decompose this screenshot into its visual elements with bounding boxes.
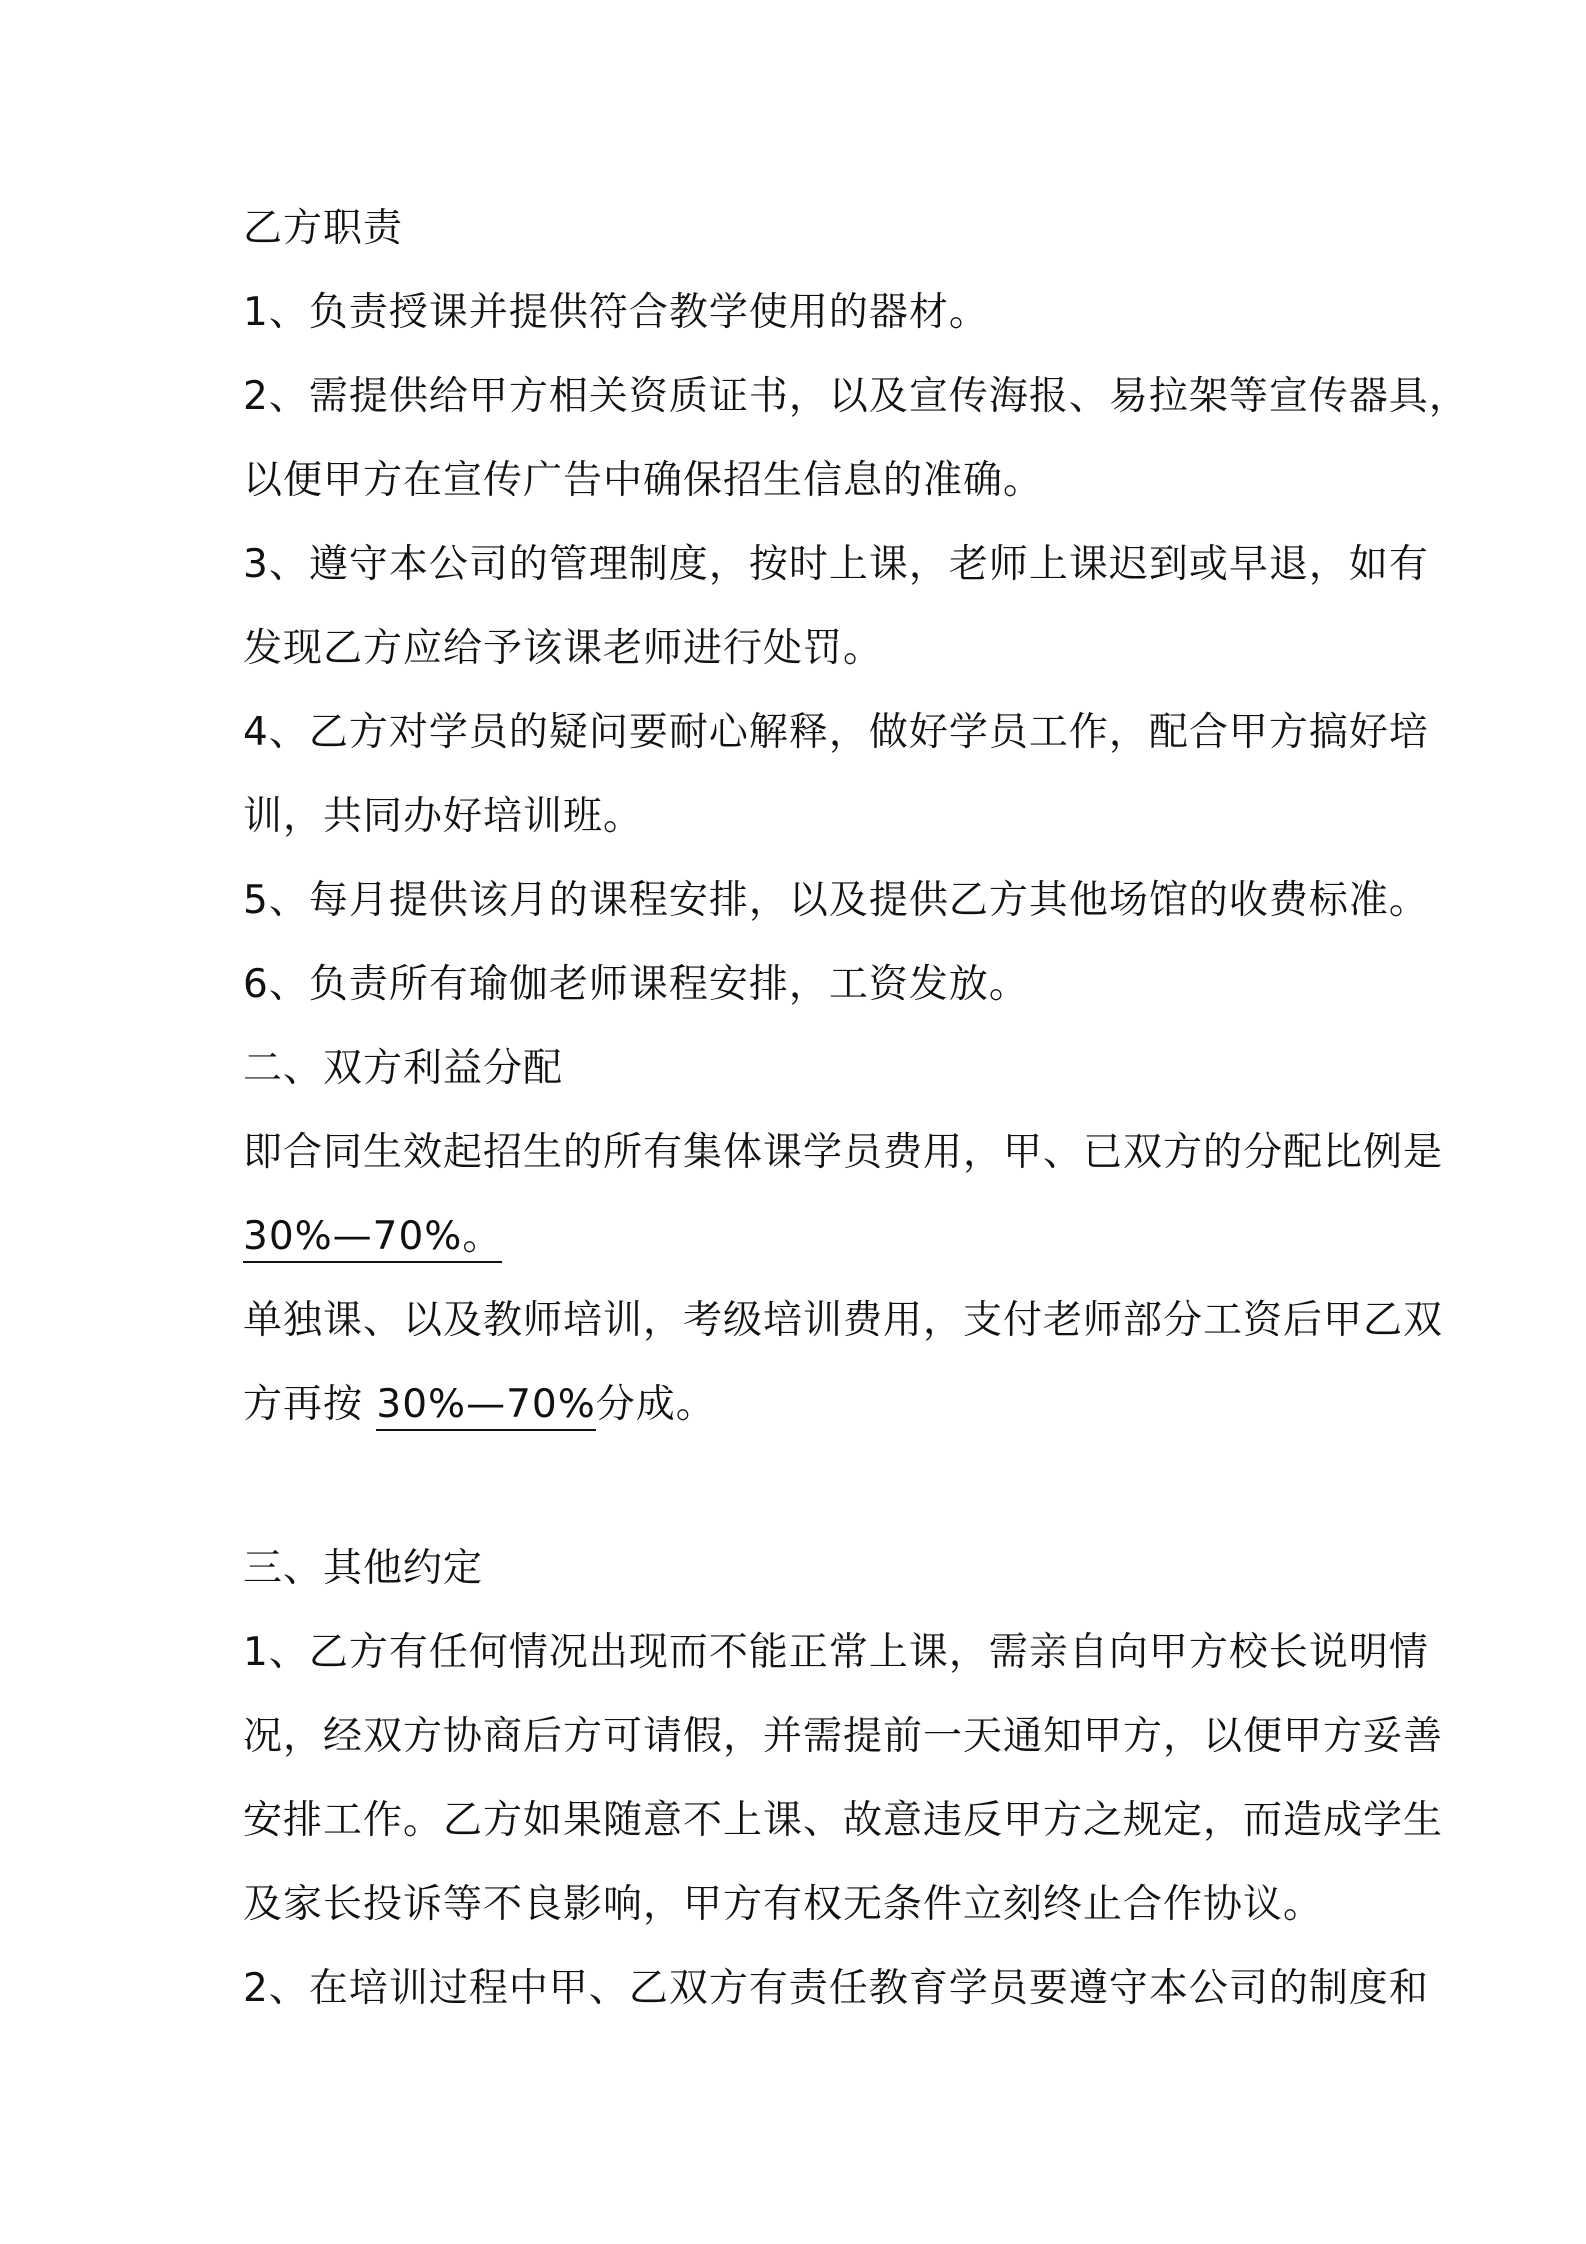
distribution-paragraph-1-line-2 (243, 1211, 502, 1263)
agreement-item-1-line-2: 况，经双方协商后方可请假，并需提前一天通知甲方，以便甲方妥善 (243, 1714, 1444, 1759)
duty-item-4-line-1: 4、乙方对学员的疑问要耐心解释，做好学员工作，配合甲方搞好培 (243, 710, 1429, 755)
section-title-party-b-duties: 乙方职责 (243, 206, 404, 251)
agreement-item-1-line-3: 安排工作。乙方如果随意不上课、故意违反甲方之规定，而造成学生 (243, 1798, 1444, 1843)
distribution-paragraph-2-line-2 (243, 1379, 716, 1431)
duty-item-5: 5、每月提供该月的课程安排，以及提供乙方其他场馆的收费标准。 (243, 878, 1429, 923)
distribution-ratio-individual: 30%—70% (376, 1382, 595, 1431)
duty-item-6: 6、负责所有瑜伽老师课程安排，工资发放。 (243, 962, 1029, 1007)
section-title-other-agreements: 三、其他约定 (243, 1546, 484, 1591)
distribution-p2-prefix: 方再按 (243, 1382, 377, 1427)
duty-item-1: 1、负责授课并提供符合教学使用的器材。 (243, 290, 989, 335)
duty-item-3-line-2: 发现乙方应给予该课老师进行处罚。 (243, 626, 884, 671)
distribution-paragraph-2-line-1: 单独课、以及教师培训，考级培训费用，支付老师部分工资后甲乙双 (243, 1298, 1444, 1343)
agreement-item-1-line-4: 及家长投诉等不良影响，甲方有权无条件立刻终止合作协议。 (243, 1882, 1324, 1927)
agreement-item-1-line-1: 1、乙方有任何情况出现而不能正常上课，需亲自向甲方校长说明情 (243, 1630, 1429, 1675)
duty-item-3-line-1: 3、遵守本公司的管理制度，按时上课，老师上课迟到或早退，如有 (243, 542, 1429, 587)
duty-item-2-line-1: 2、需提供给甲方相关资质证书，以及宣传海报、易拉架等宣传器具， (243, 374, 1469, 419)
agreement-item-2-line-1: 2、在培训过程中甲、乙双方有责任教育学员要遵守本公司的制度和 (243, 1966, 1429, 2011)
duty-item-2-line-2: 以便甲方在宣传广告中确保招生信息的准确。 (243, 458, 1044, 503)
distribution-paragraph-1-line-1: 即合同生效起招生的所有集体课学员费用，甲、已双方的分配比例是 (243, 1130, 1444, 1175)
distribution-p2-suffix: 分成。 (595, 1382, 716, 1427)
duty-item-4-line-2: 训，共同办好培训班。 (243, 794, 644, 839)
distribution-ratio-group: 30%—70%。 (243, 1214, 502, 1263)
section-title-benefit-distribution: 二、双方利益分配 (243, 1046, 564, 1091)
